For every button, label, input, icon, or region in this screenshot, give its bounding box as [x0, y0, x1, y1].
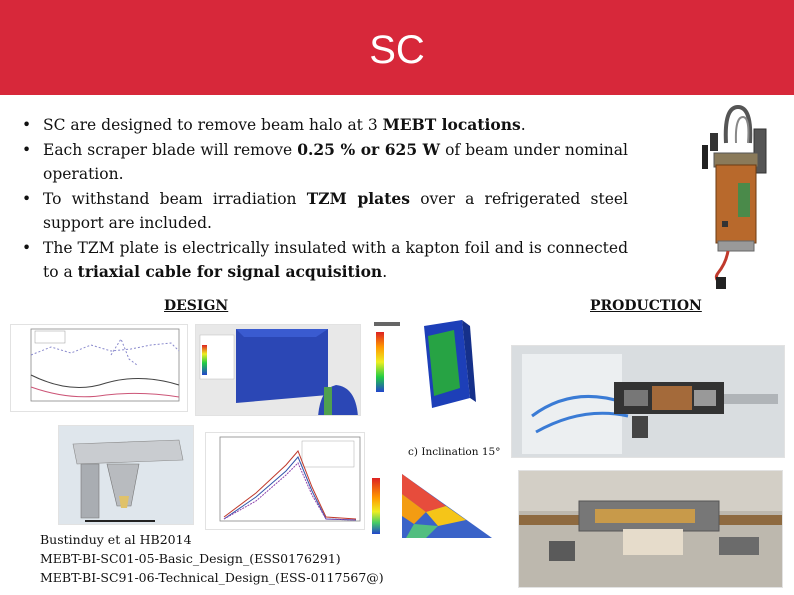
- thermal-simulation-image: [195, 324, 361, 416]
- bullet-item: • The TZM plate is electrically insulated with a kapton foil and is connected to a triaxial cable for signal acquisition.: [22, 236, 628, 285]
- reference-item: MEBT-BI-SC01-05-Basic_Design_(ESS0176291): [40, 551, 341, 566]
- bullet-item: • Each scraper blade will remove 0.25 % or 625 W of beam under nominal operation.: [22, 138, 628, 187]
- scraper-device-image: [688, 103, 778, 293]
- design-label: DESIGN: [164, 298, 229, 314]
- production-assembly-photo: [511, 345, 785, 458]
- production-label: PRODUCTION: [590, 298, 702, 314]
- beam-profile-plot: [10, 324, 188, 412]
- references: [40, 530, 384, 587]
- reference-item: MEBT-BI-SC91-06-Technical_Design_(ESS-0117567@): [40, 570, 384, 585]
- reference-item: Bustinduy et al HB2014: [40, 532, 192, 547]
- title-bar: [0, 0, 794, 95]
- bullet-item: • To withstand beam irradiation TZM plates over a refrigerated steel support are included.: [22, 187, 628, 236]
- plate-stress-image: [370, 318, 480, 418]
- production-blade-photo: [518, 470, 783, 588]
- slide-title: SC: [369, 28, 425, 72]
- inclination-caption: c) Inclination 15°: [408, 446, 501, 458]
- blade-3d-model-image: [58, 425, 194, 525]
- bullet-list: [22, 113, 628, 285]
- bullet-item: • SC are designed to remove beam halo at 3 MEBT locations.: [22, 113, 628, 138]
- temperature-peak-plot: [205, 432, 365, 530]
- inclination-heatmap: [366, 444, 501, 544]
